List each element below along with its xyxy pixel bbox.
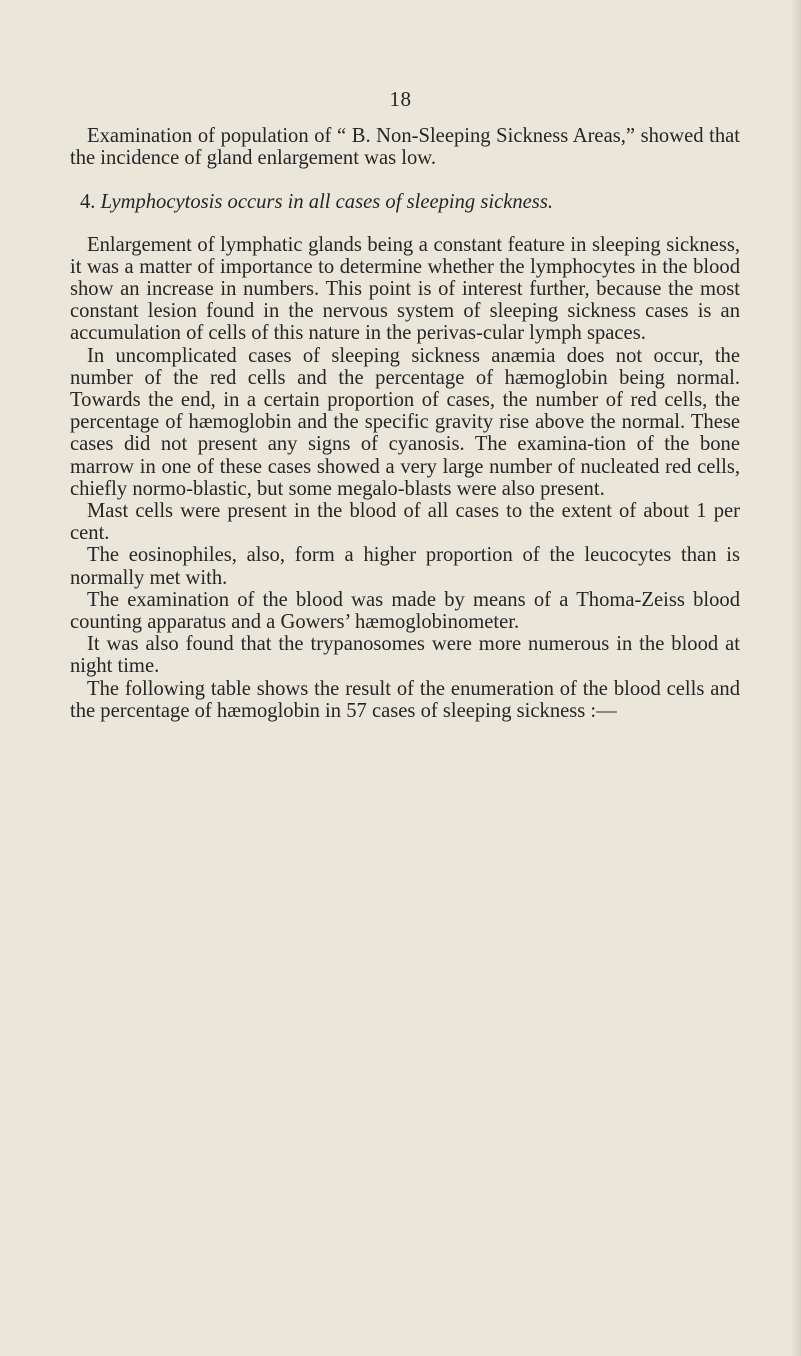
section-number: 4. [80, 191, 96, 214]
paragraph-trypanosomes: It was also found that the trypanosomes were more numerous in the blood at night time. [70, 633, 740, 678]
section-heading [70, 191, 740, 213]
paragraph-eosinophiles: The eosinophiles, also, form a higher proportion of the leucocytes than is normally met with. [70, 544, 740, 589]
paragraph-mast-cells: Mast cells were present in the blood of all cases to the extent of about 1 per cent. [70, 500, 740, 545]
paragraph-apparatus: The examination of the blood was made by means of a Thoma-Zeiss blood counting apparatus and a Gowers’ hæmoglobinometer. [70, 588, 740, 634]
page-number: 18 [389, 87, 412, 111]
section-title: Lymphocytosis occurs in all cases of sleeping sickness. [100, 191, 553, 214]
paragraph-anaemia: In uncomplicated cases of sleeping sickness anæmia does not occur, the number of the red cells and the percentage of hæmoglobin being normal. Towards the end, in a certain proportion of cases, the number of red cells, the percentage of hæmoglobin and the specific gravity rise above the normal. These cases did not present any signs of cyanosis. The examina-tion of the bone marrow in one of these cases showed a very large number of nucleated red cells, chiefly normo-blastic, but some megalo-blasts were also present. [70, 344, 740, 500]
paragraph-table-intro: The following table shows the result of the enumeration of the blood cells and the percentage of hæmoglobin in 57 cases of sleeping sickness :— [70, 677, 740, 722]
page-edge-shadow [791, 0, 801, 1356]
body-text [70, 125, 740, 722]
intro-paragraph: Examination of population of “ B. Non-Sleeping Sickness Areas,” showed that the incidence of gland enlargement was low. [70, 125, 740, 170]
paragraph-glands: Enlargement of lymphatic glands being a constant feature in sleeping sickness, it was a matter of importance to determine whether the lymphocytes in the blood show an increase in numbers. This point is of interest further, because the most constant lesion found in the nervous system of sleeping sickness cases is an accumulation of cells of this nature in the perivas-cular lymph spaces. [70, 233, 740, 345]
